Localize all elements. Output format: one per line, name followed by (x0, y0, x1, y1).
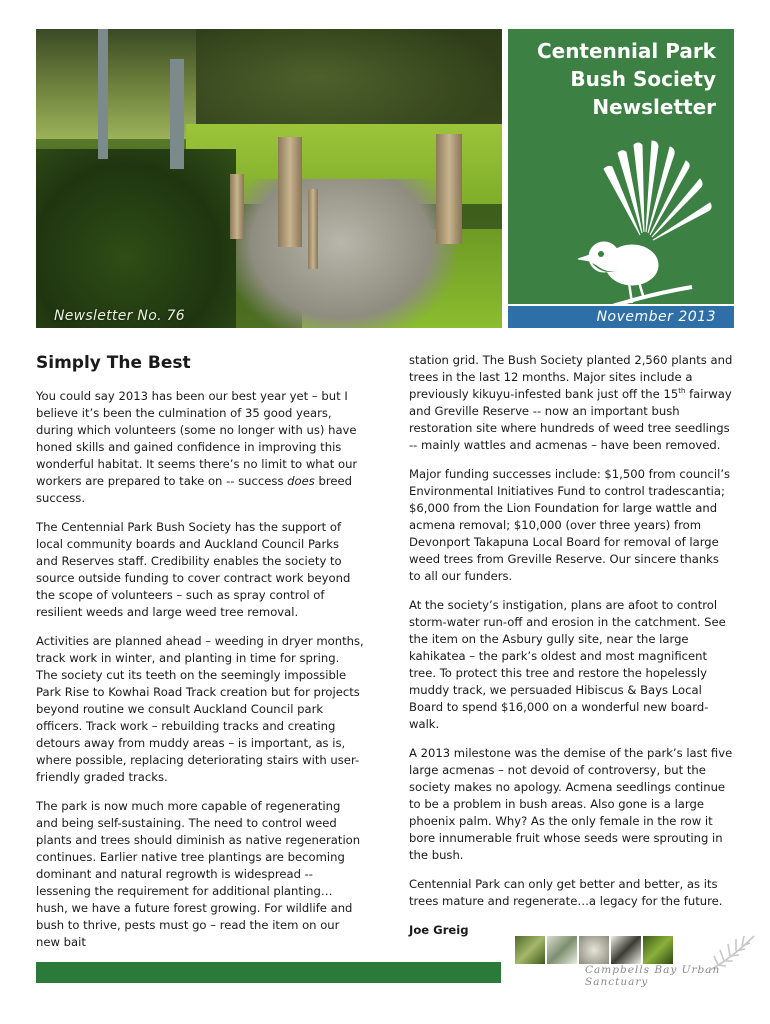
photo-sign-pole (98, 29, 108, 159)
sanctuary-name: Campbells Bay Urban Sanctuary (585, 964, 721, 988)
article-column-right (409, 352, 734, 951)
photo-post (278, 137, 302, 247)
thumbnail-image (643, 936, 673, 964)
header-photo (36, 29, 502, 328)
paragraph-text: station grid. The Bush Society planted 2,560 plants and trees in the last 12 months. Major sites include a previously kikuyu-infested bank just off the 15 (409, 353, 733, 401)
paragraph: The park is now much more capable of regenerating and being self-sustaining. The need to control weed plants and trees should diminish as native regeneration continues. Earlier native tree plantings are becoming dominant and natural regrowth is widespread -- lessening the requirement for additional planting… hush, we have a future forest growing. For wildlife and bush to thrive, pests must go – read the item on our new bait (36, 799, 361, 949)
photo-post (308, 189, 318, 269)
paragraph: The Centennial Park Bush Society has the support of local community boards and Auckland Council Parks and Reserves staff. Credibility enables the society to source outside funding to cover contract work beyond the scope of volunteers – such as spray control of resilient weeds and large weed tree removal. (36, 520, 351, 619)
emphasis-text: does (287, 474, 315, 488)
fantail-bird-icon (574, 137, 724, 327)
paragraph (409, 352, 734, 454)
footer-thumbnails (515, 936, 673, 964)
paragraph-text: fairway and Greville Reserve -- now an important bush restoration site where hundreds of weed tree seedlings -- mainly wattles and acmenas – have been removed. (409, 387, 732, 452)
issue-number: Newsletter No. 76 (54, 308, 185, 324)
photo-sign-pole (170, 59, 184, 169)
paragraph-text: You could say 2013 has been our best year yet – but I believe it’s been the culmination of 35 good years, during which volunteers (some no longer with us) have honed skills and gained confidence in improving this wonderful habitat. It seems there’s no limit to what our workers are prepared to take on -- success (36, 389, 358, 488)
photo-flax-bush (36, 149, 236, 328)
article-column-left (36, 352, 364, 963)
paragraph-text: breed success. (36, 474, 352, 505)
masthead (508, 29, 734, 304)
thumbnail-image (515, 936, 545, 964)
paragraph: Activities are planned ahead – weeding in dryer months, track work in winter, and planting in time for spring. The society cut its teeth on the seemingly impossible Park Rise to Kowhai Road Track creation but for projects beyond routine we consult Auckland Council park officers. Track work – rebuilding tracks and creating detours away from muddy areas – is important, as is, where possible, replacing deteriorating stairs with user-friendly graded tracks. (36, 634, 364, 784)
thumbnail-image (579, 936, 609, 964)
paragraph: At the society’s instigation, plans are afoot to control storm-water run-off and erosion in the catchment. See the item on the Asbury gully site, near the large kahikatea – the park’s oldest and most magnificent tree. To protect this tree and restore the hopelessly muddy track, we persuaded Hibiscus & Bays Local Board to spend $16,000 on a wonderful new board-walk. (409, 598, 726, 731)
newsletter-title: Centennial Park Bush Society Newsletter (536, 39, 716, 119)
photo-post (230, 174, 244, 239)
paragraph: Centennial Park can only get better and better, as its trees mature and regenerate…a legacy for the future. (409, 877, 723, 908)
superscript: th (678, 387, 686, 396)
thumbnail-image (547, 936, 577, 964)
article-heading: Simply The Best (36, 353, 191, 373)
photo-gravel-path (226, 179, 456, 328)
paragraph: A 2013 milestone was the demise of the park’s last five large acmenas – not devoid of controversy, but the society makes no apology. Acmena seedlings continue to be a problem in bush areas. Also gone is a large phoenix palm. Why? As the only female in the row it bore innumerable fruit whose seeds were sprouting in the bush. (409, 746, 733, 862)
issue-date: November 2013 (508, 306, 734, 328)
author-name: Joe Greig (409, 923, 469, 937)
thumbnail-image (611, 936, 641, 964)
paragraph: Major funding successes include: $1,500 from council’s Environmental Initiatives Fund to control tradescantia; $6,000 from the Lion Foundation for large wattle and acmena removal; $10,000 (over three years) from Devonport Takapuna Local Board for removal of large weed trees from Greville Reserve. Our sincere thanks to all our funders. (409, 467, 731, 583)
footer-bar (36, 962, 501, 983)
paragraph (36, 388, 364, 507)
photo-post (436, 134, 462, 244)
